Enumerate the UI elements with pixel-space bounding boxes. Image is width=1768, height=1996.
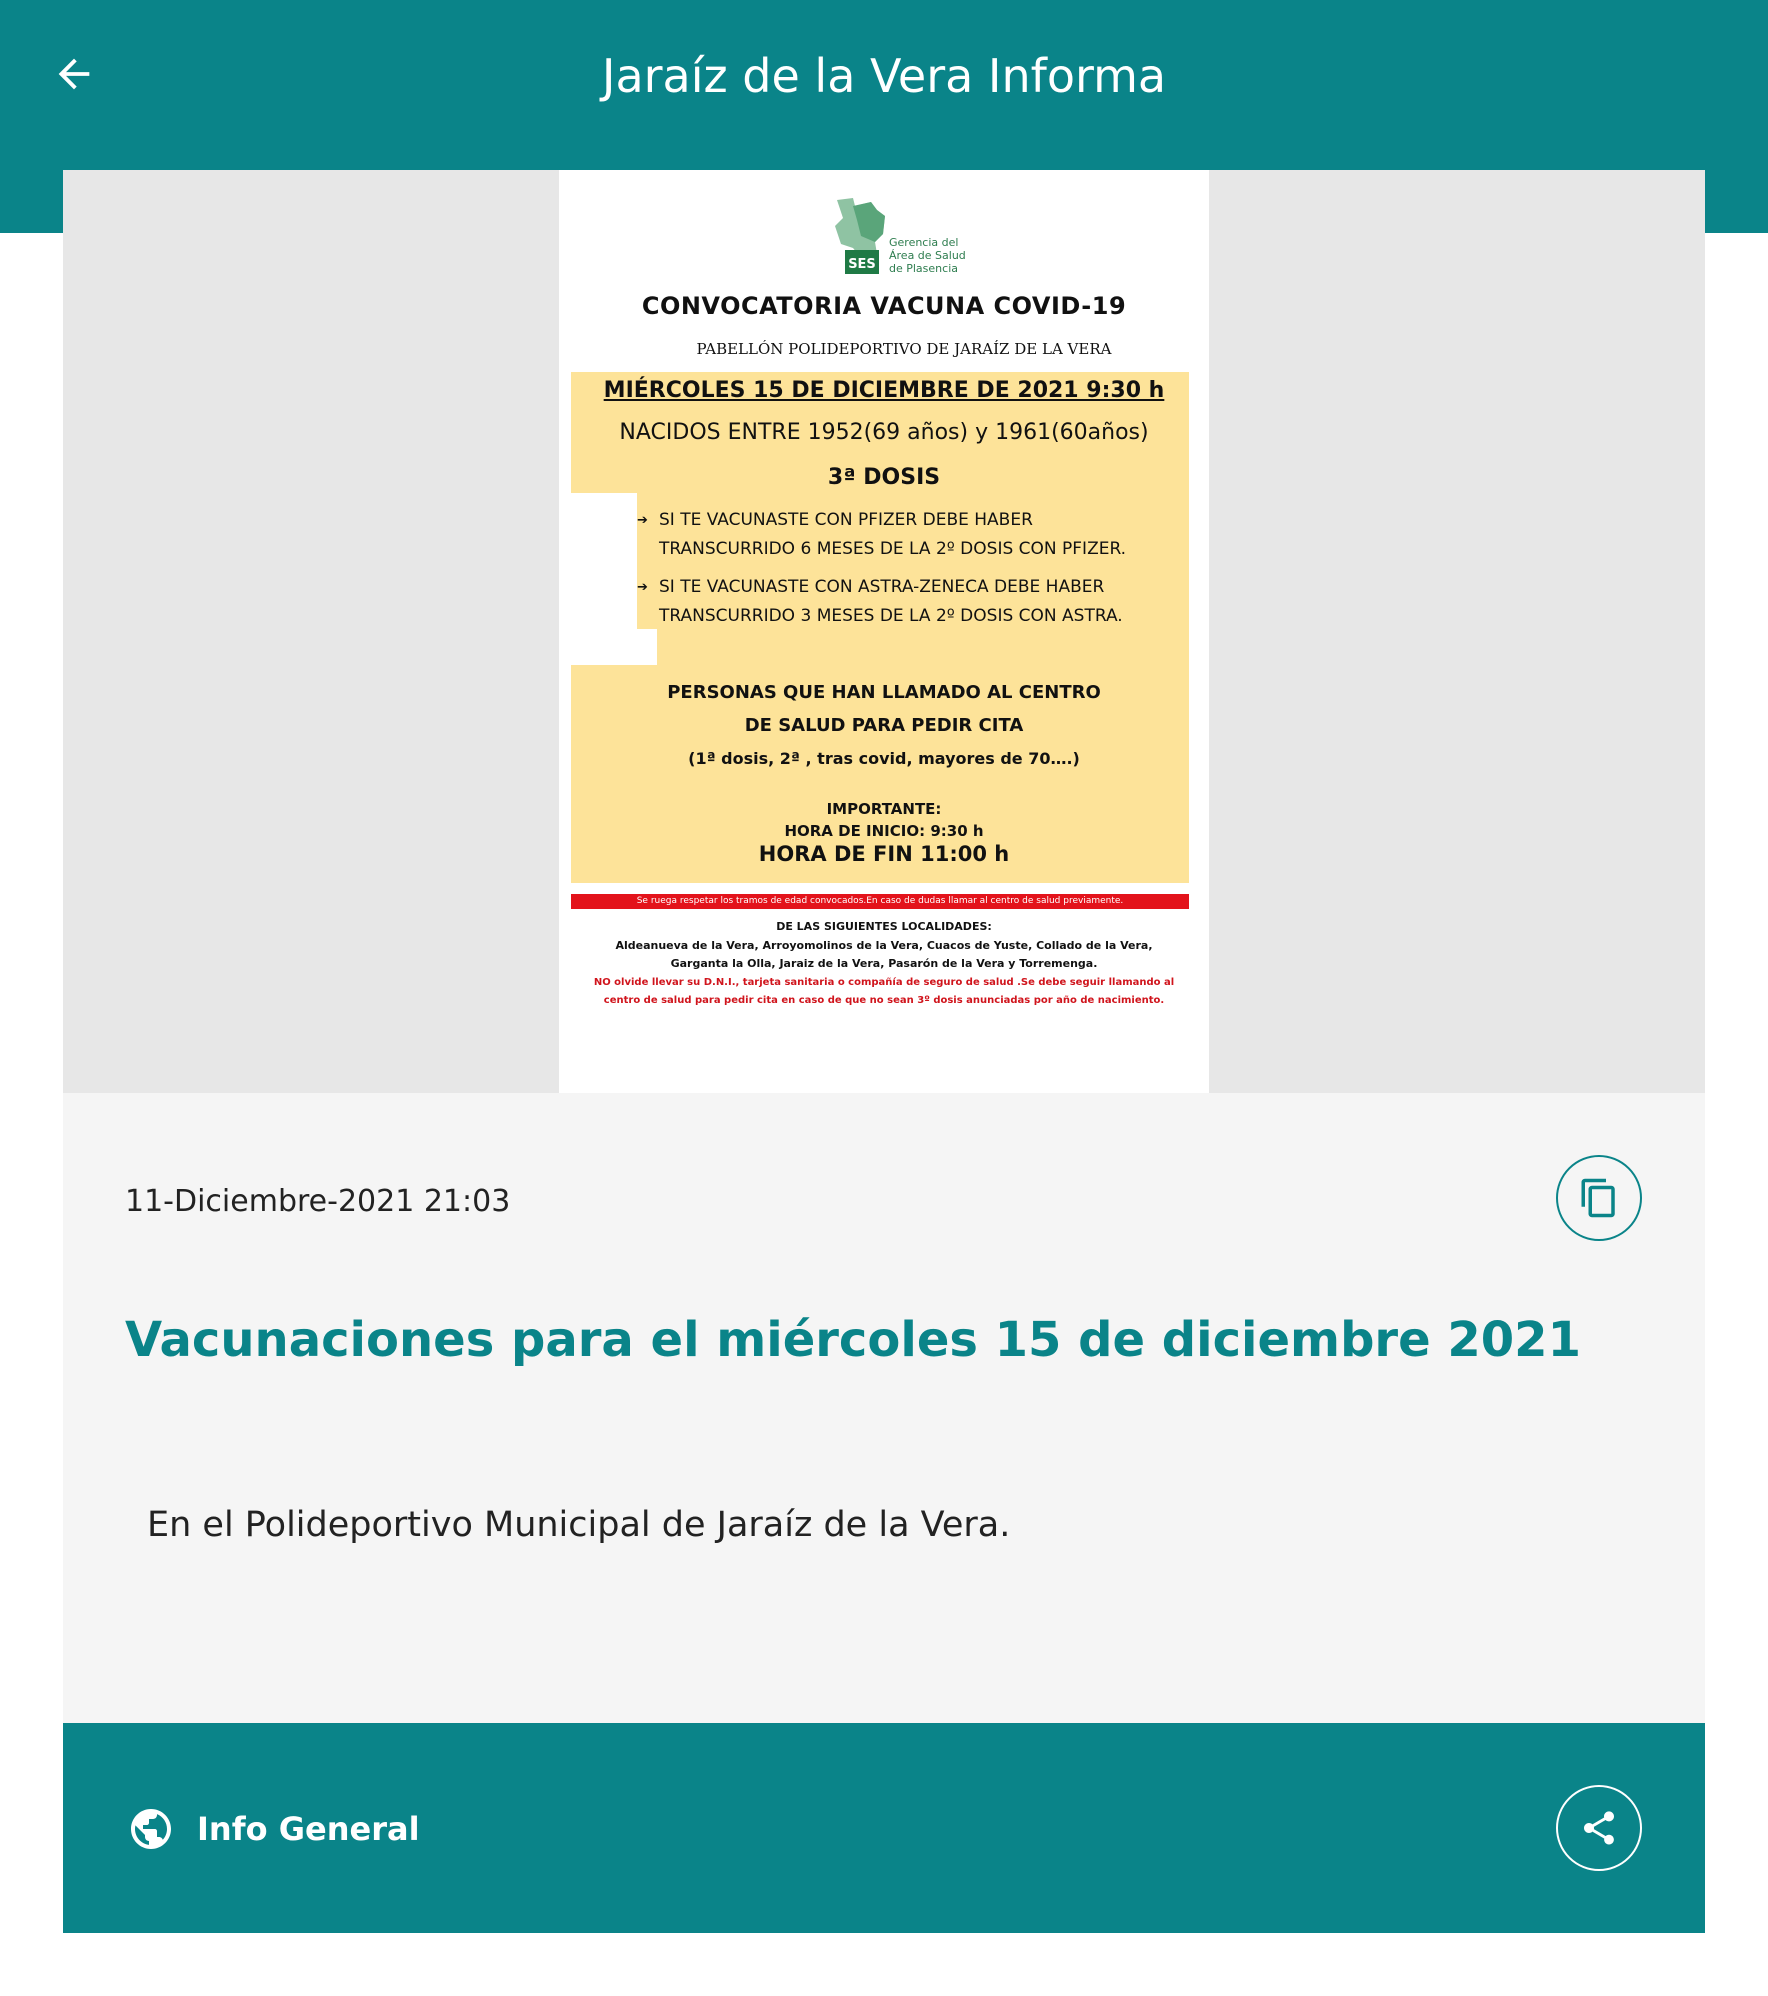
share-icon [1579, 1808, 1619, 1848]
poster-date: MIÉRCOLES 15 DE DICIEMBRE DE 2021 9:30 h [603, 378, 1165, 403]
share-button[interactable] [1556, 1785, 1642, 1871]
news-card [63, 170, 1705, 1933]
news-image[interactable] [63, 170, 1705, 1093]
poster-red-notice: Se ruega respetar los tramos de edad convocados.En caso de dudas llamar al centro de salud previamente. [571, 894, 1189, 909]
app-title: Jaraíz de la Vera Informa [601, 49, 1167, 103]
globe-icon [127, 1805, 175, 1853]
vaccination-poster: SES Gerencia del Área de Salud de Plasencia CONVOCATORIA VACUNA COVID-19 PABELLÓN POLIDEPORTIVO DE JARAÍZ DE LA VERA MIÉRCOLES 15 DE DICIEMBRE DE 2021 9:30 h NACIDOS ENTRE 1952(69 años) y 1961(60años) 3ª DOSIS ➔ SI TE VACUNASTE CON PFIZER DEBE HABER TRANSCURRIDO 6 MESES DE LA 2º DOSIS CON PFIZER. ➔ SI TE VACUNASTE CON ASTRA-ZENECA DEBE HABER TRANSCURRIDO 3 MESES DE LA 2º DOSIS CON ASTRA. PERSONAS QUE HAN LLAMADO AL CENTRO DE SALUD PARA PEDIR CITA (1ª dosis, 2ª , tras covid, mayores de 70….) IMPORTANTE: HORA DE INICIO: 9:30 h HORA DE FIN 11:00 h Se ruega respetar los tramos de edad convocados.En caso de dudas llamar al centro de salud previamente. DE LAS SIGUIENTES LOCALIDADES: Aldeanueva de la Vera, Arroyomolinos de la Vera, Cuacos de Yuste, Collado de la Vera, Garganta la Olla, Jaraiz de la Vera, Pasarón de la Vera y Torremenga. NO olvide llevar su D.N.I., tarjeta sanitaria o compañía de seguro de salud .Se debe seguir llamando al centro de salud para pedir cita en caso de que no sean 3º dosis anunciadas por año de nacimiento. [559, 170, 1209, 1093]
poster-title: CONVOCATORIA VACUNA COVID-19 [641, 292, 1127, 320]
poster-persons: PERSONAS QUE HAN LLAMADO AL CENTRO DE SALUD PARA PEDIR CITA (1ª dosis, 2ª , tras covid, mayores de 70….) [667, 682, 1101, 768]
poster-end-time: HORA DE FIN 11:00 h [758, 842, 1010, 866]
poster-note-line1: NO olvide llevar su D.N.I., tarjeta sanitaria o compañía de seguro de salud .Se debe seguir llamando al [593, 977, 1175, 988]
category-link[interactable] [127, 1803, 420, 1855]
copy-icon [1578, 1177, 1620, 1219]
category-label: Info General [197, 1810, 420, 1848]
copy-button[interactable] [1556, 1155, 1642, 1241]
poster-dose: 3ª DOSIS [827, 465, 941, 490]
publish-date: 11-Diciembre-2021 21:03 [125, 1184, 511, 1219]
poster-localities-line2: Garganta la Olla, Jaraiz de la Vera, Pasarón de la Vera y Torremenga. [670, 957, 1098, 970]
card-footer [63, 1723, 1705, 1933]
ses-label: SES [848, 257, 876, 272]
poster-subtitle: PABELLÓN POLIDEPORTIVO DE JARAÍZ DE LA VERA [696, 340, 1112, 358]
arrow-right-icon: ➔ [637, 580, 648, 595]
poster-localities-header: DE LAS SIGUIENTES LOCALIDADES: [776, 920, 992, 933]
arrow-right-icon: ➔ [637, 513, 648, 528]
poster-note-line2: centro de salud para pedir cita en caso de que no sean 3º dosis anunciadas por año de nacimiento. [603, 995, 1165, 1006]
article-title: Vacunaciones para el miércoles 15 de diciembre 2021 [125, 1312, 1581, 1368]
poster-org: Gerencia del Área de Salud de Plasencia [889, 236, 966, 275]
poster-born-range: NACIDOS ENTRE 1952(69 años) y 1961(60años) [619, 420, 1149, 445]
article-body: En el Polideportivo Municipal de Jaraíz de la Vera. [147, 1505, 1011, 1545]
poster-localities-line1: Aldeanueva de la Vera, Arroyomolinos de la Vera, Cuacos de Yuste, Collado de la Vera, [615, 939, 1153, 952]
poster-important: IMPORTANTE: HORA DE INICIO: 9:30 h [784, 800, 984, 840]
